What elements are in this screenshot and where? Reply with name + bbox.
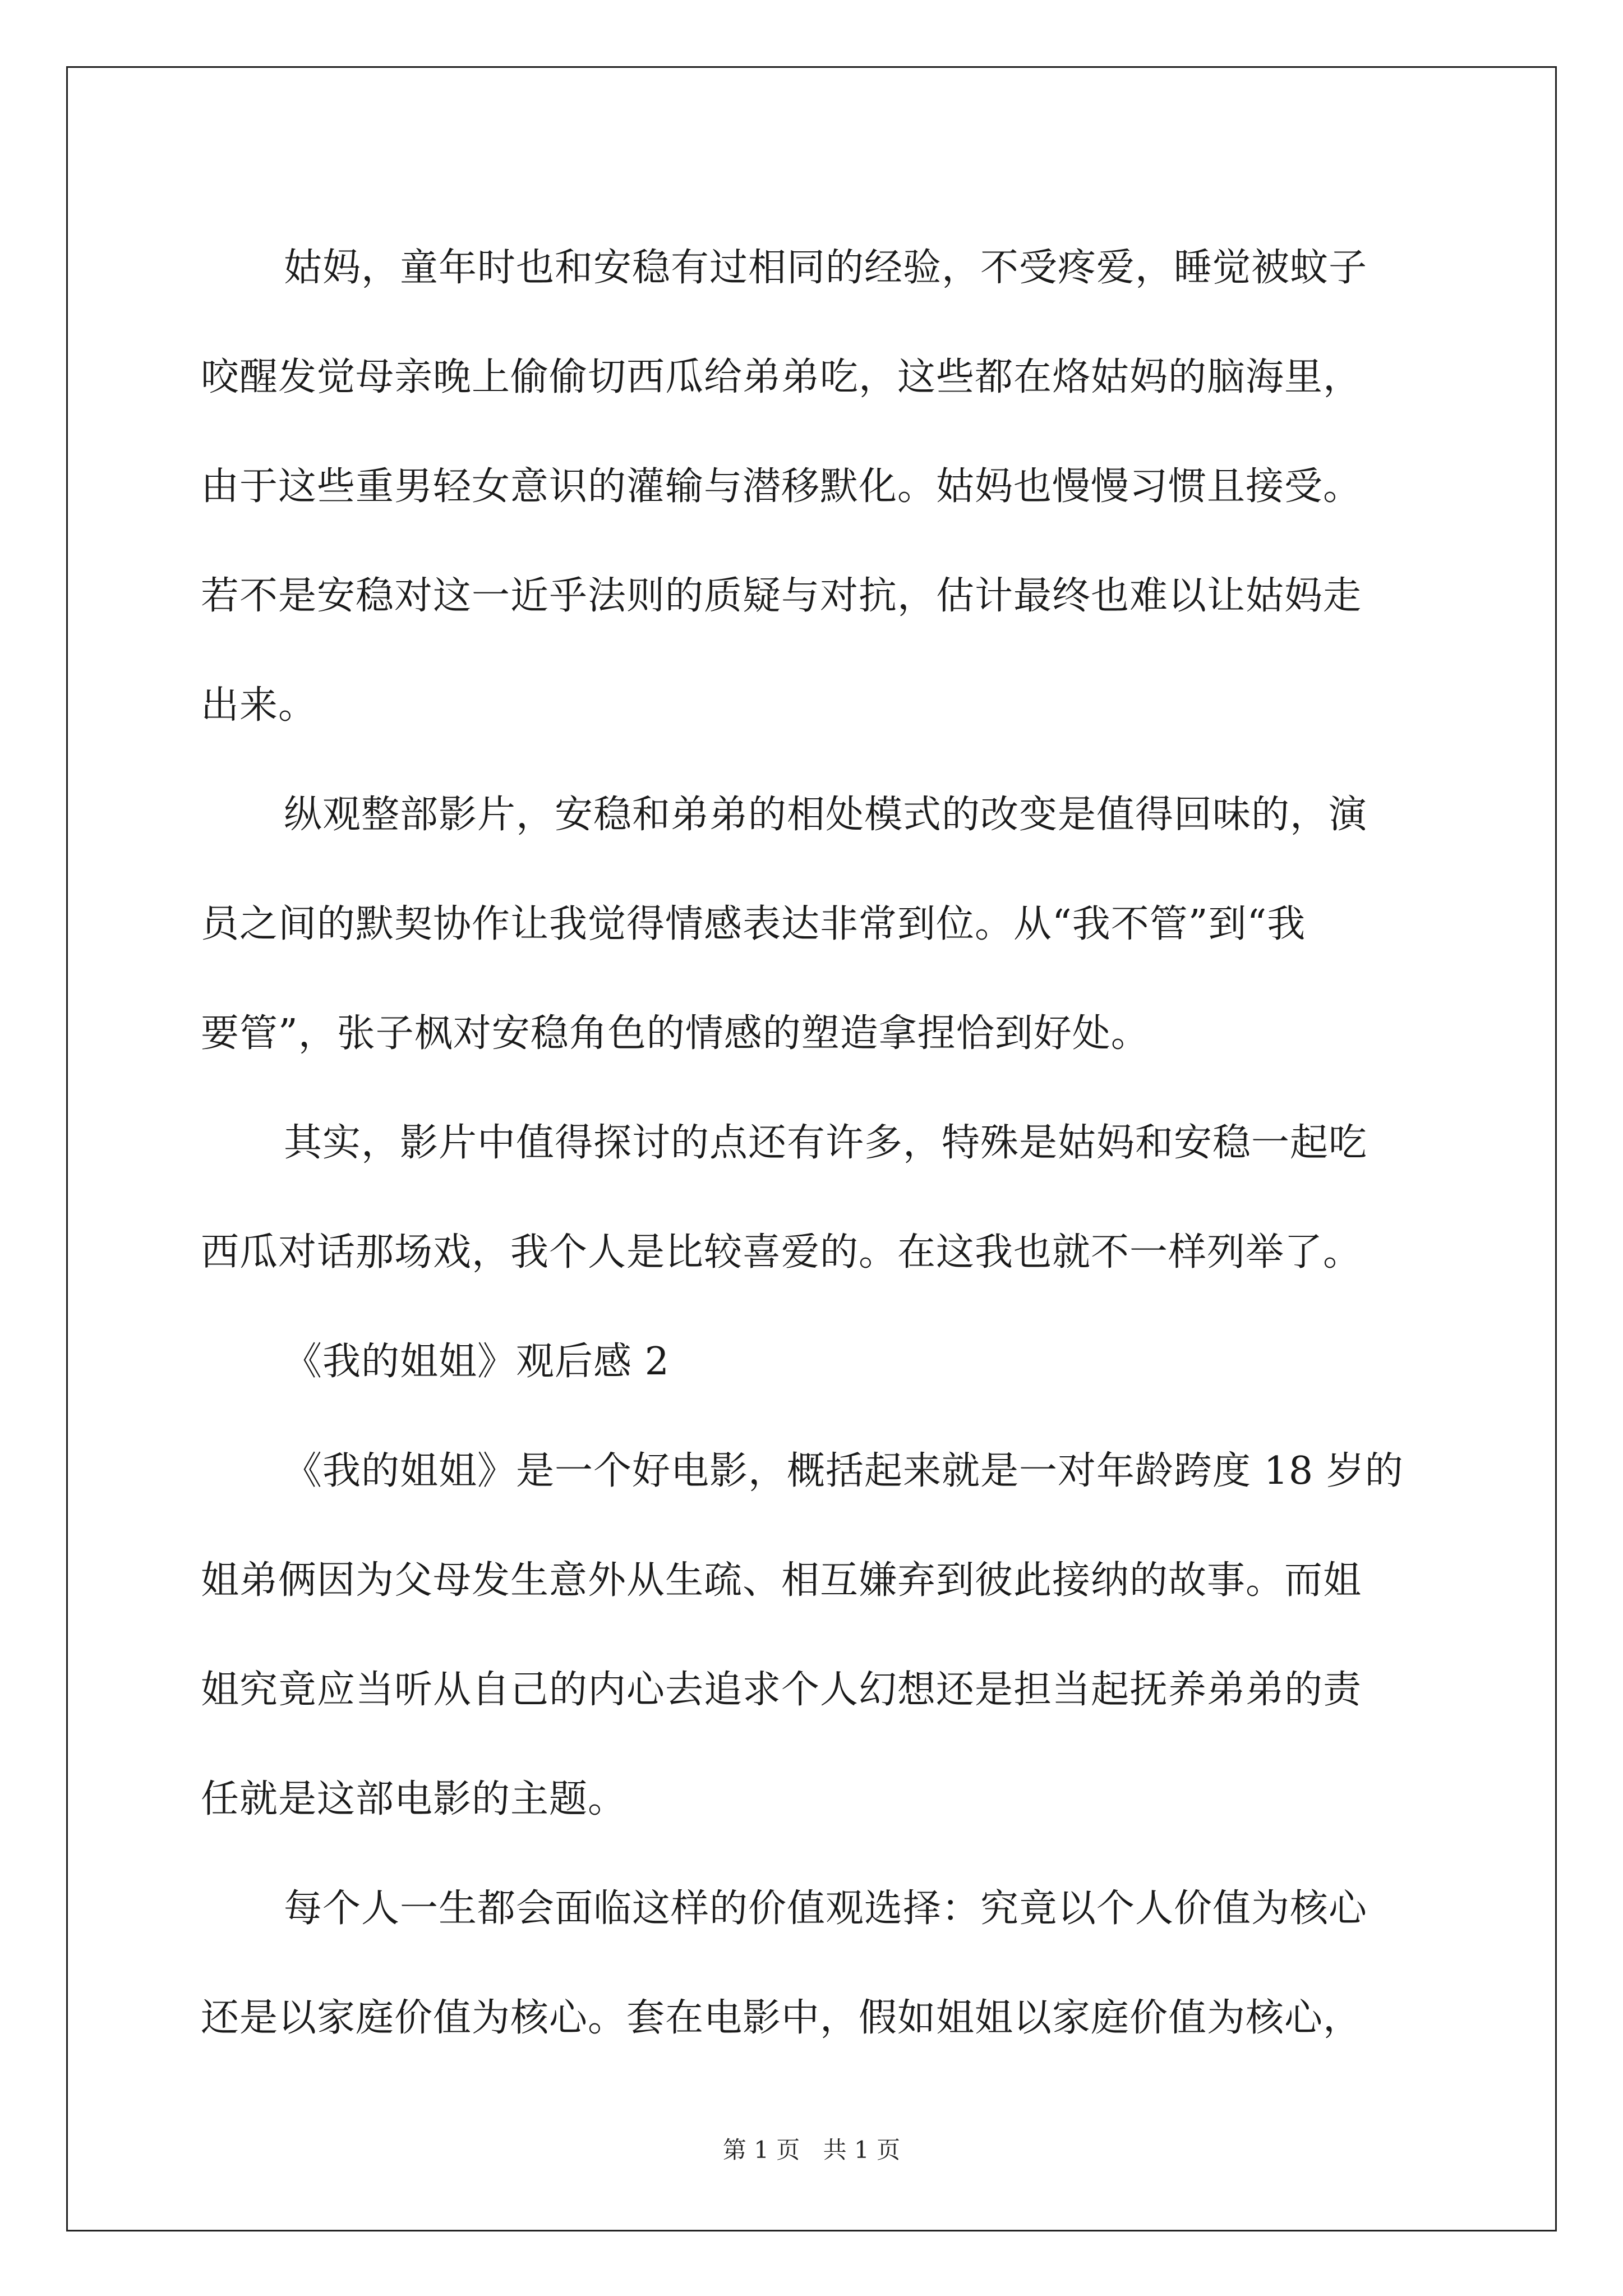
text-line: 出来。	[201, 683, 317, 728]
text-line: 姐究竟应当听从自己的内心去追求个人幻想还是担当起抚养弟弟的责	[201, 1668, 1362, 1712]
text-line: 咬醒发觉母亲晚上偷偷切西瓜给弟弟吃，这些都在烙姑妈的脑海里，	[201, 355, 1362, 399]
heading-text: 《我的姐姐》观后感 2	[284, 1340, 670, 1384]
text-line: 员之间的默契协作让我觉得情感表达非常到位。从“我不管”到“我	[201, 902, 1306, 946]
page-total: 共 1 页	[823, 2136, 901, 2164]
text-line: 其实，影片中值得探讨的点还有许多，特殊是姑妈和安稳一起吃	[284, 1121, 1368, 1165]
text-line: 若不是安稳对这一近乎法则的质疑与对抗，估计最终也难以让姑妈走	[201, 574, 1362, 618]
document-body	[201, 213, 1423, 2073]
text-line: 任就是这部电影的主题。	[201, 1777, 627, 1821]
section-heading	[201, 1307, 1423, 1416]
text-line: 纵观整部影片，安稳和弟弟的相处模式的改变是值得回味的，演	[284, 793, 1368, 837]
paragraph-4	[201, 1416, 1423, 1854]
text-line: 每个人一生都会面临这样的价值观选择：究竟以个人价值为核心	[284, 1887, 1368, 1931]
paragraph-5	[201, 1854, 1423, 2073]
paragraph-1	[201, 213, 1423, 760]
page-number: 第 1 页	[722, 2136, 800, 2164]
text-line: 西瓜对话那场戏，我个人是比较喜爱的。在这我也就不一样列举了。	[201, 1230, 1362, 1274]
page-footer	[0, 2132, 1623, 2165]
text-line: 由于这些重男轻女意识的灌输与潜移默化。姑妈也慢慢习惯且接受。	[201, 464, 1362, 509]
text-line: 要管”，张子枫对安稳角色的情感的塑造拿捏恰到好处。	[201, 1011, 1150, 1056]
paragraph-2	[201, 760, 1423, 1088]
text-line: 《我的姐姐》是一个好电影，概括起来就是一对年龄跨度 18 岁的	[284, 1449, 1404, 1493]
text-line: 姑妈，童年时也和安稳有过相同的经验，不受疼爱，睡觉被蚊子	[284, 246, 1368, 290]
text-line: 还是以家庭价值为核心。套在电影中，假如姐姐以家庭价值为核心，	[201, 1996, 1362, 2040]
text-line: 姐弟俩因为父母发生意外从生疏、相互嫌弃到彼此接纳的故事。而姐	[201, 1558, 1362, 1603]
paragraph-3	[201, 1088, 1423, 1307]
